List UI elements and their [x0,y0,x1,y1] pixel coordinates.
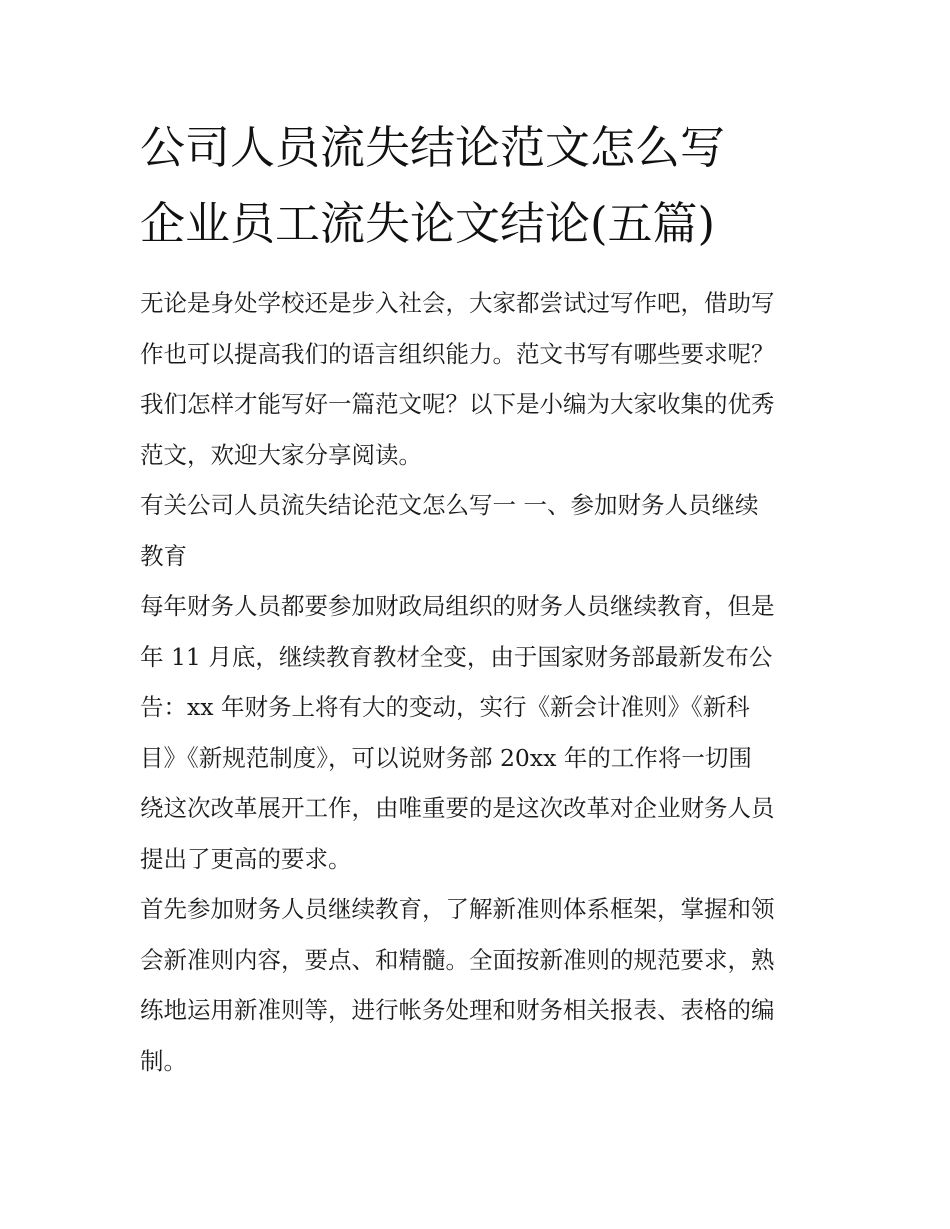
text-line: 提出了更高的要求。 [140,844,352,873]
document-body [140,278,820,1086]
text-line: 教育 [140,541,187,570]
text-line: 有关公司人员流失结论范文怎么写一 一、参加财务人员继续 [140,491,759,519]
text-line: 年 11 月底，继续教育教材全变，由于国家财务部最新发布公 [140,642,773,671]
text-line: 练地运用新准则等，进行帐务处理和财务相关报表、表格的编 [140,996,775,1024]
title-line: 企业员工流失论文结论(五篇) [140,197,716,250]
text-line: 作也可以提高我们的语言组织能力。范文书写有哪些要求呢？ [140,339,775,368]
section-heading-paragraph [140,480,820,581]
text-line: 无论是身处学校还是步入社会，大家都尝试过写作吧，借助写 [140,289,775,317]
text-line: 绕这次改革展开工作，由唯重要的是这次改革对企业财务人员 [140,794,775,822]
title-line: 公司人员流失结论范文怎么写 [140,121,726,174]
text-line: 制。 [140,1046,187,1075]
text-line: 每年财务人员都要参加财政局组织的财务人员继续教育，但是 [140,592,775,620]
text-line: 首先参加财务人员继续教育，了解新准则体系框架，掌握和领 [140,895,775,923]
text-line: 我们怎样才能写好一篇范文呢？以下是小编为大家收集的优秀 [140,390,775,418]
text-line: 目》《新规范制度》，可以说财务部 20xx 年的工作将一切围 [140,743,752,772]
body-paragraph [140,581,820,884]
text-line: 会新准则内容，要点、和精髓。全面按新准则的规范要求，熟 [140,945,775,974]
text-line: 范文，欢迎大家分享阅读。 [140,440,422,469]
intro-paragraph [140,278,820,480]
body-paragraph [140,884,820,1086]
document-title [140,110,820,262]
text-line: 告：xx 年财务上将有大的变动，实行《新会计准则》《新科 [140,693,750,721]
